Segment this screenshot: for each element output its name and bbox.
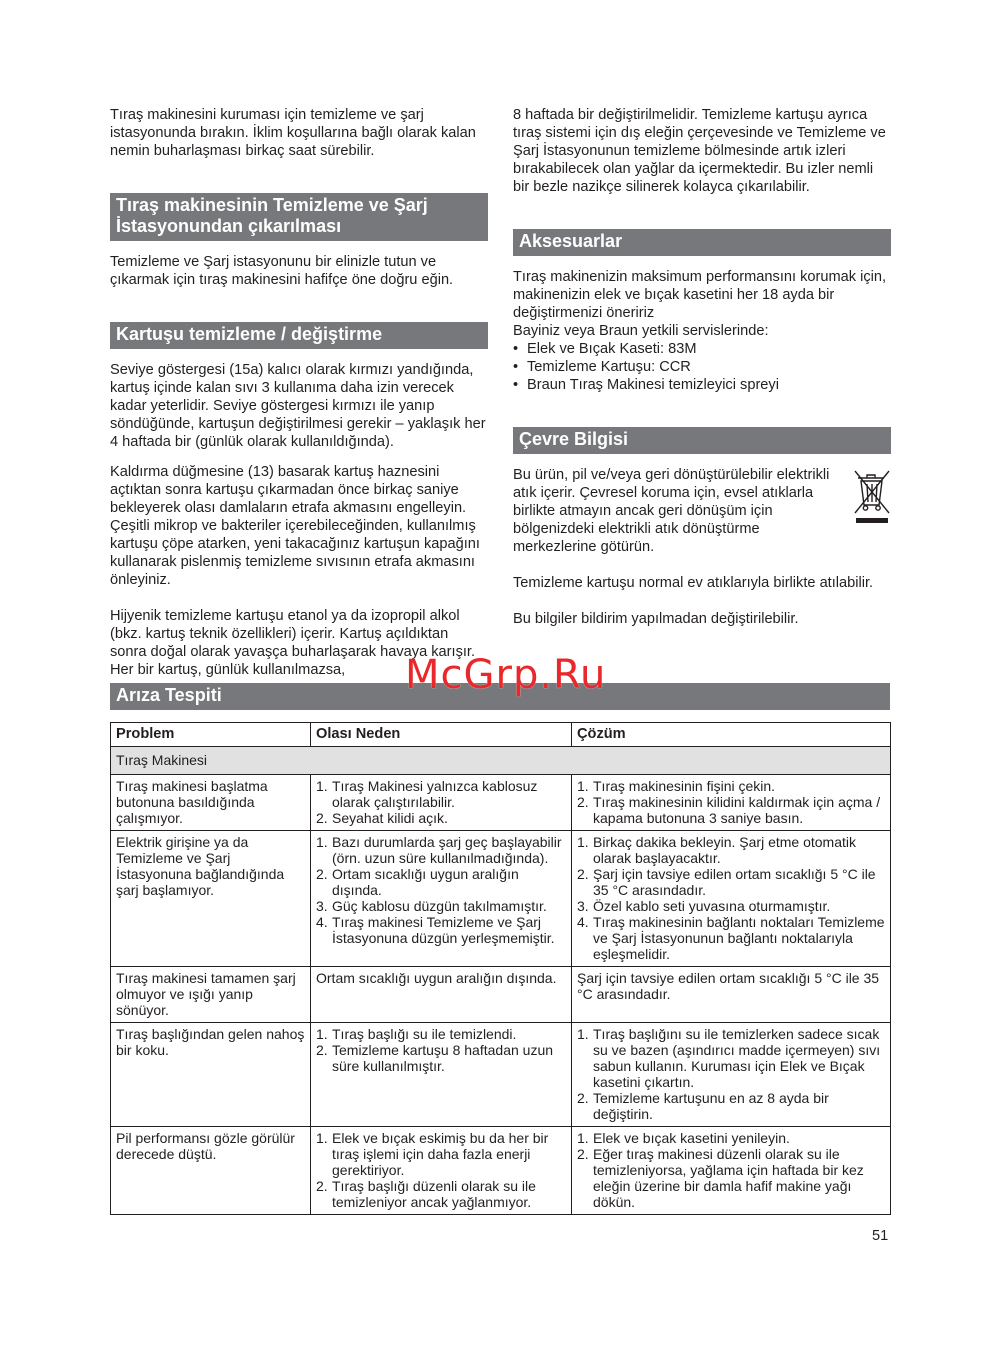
table-row	[111, 1023, 891, 1127]
list-item: 1. Tıraş Makinesi yalnızca kablosuz olarak çalıştırılabilir.	[316, 778, 538, 810]
solution-cell	[572, 831, 891, 967]
section-label: Tıraş Makinesi	[111, 747, 891, 775]
notice-paragraph: Bu bilgiler bildirim yapılmadan değiştirilebilir.	[513, 611, 799, 627]
intro-paragraph: Tıraş makinesini kuruması için temizleme ve şarj istasyonunda bırakın. İklim koşullarına bağlı olarak kalan nemin buharlaşması birkaç saat sürebilir.	[110, 107, 476, 159]
table-header-row	[111, 723, 891, 747]
list-item: 1. Birkaç dakika bekleyin. Şarj etme otomatik olarak başlayacaktır.	[577, 834, 856, 866]
list-item: 3. Özel kablo seti yuvasına oturmamıştır.	[577, 898, 831, 914]
cartridge-heading: Kartuşu temizleme / değiştirme	[110, 322, 488, 349]
solution-cell	[572, 775, 891, 831]
table-row	[111, 775, 891, 831]
list-item: 1. Tıraş başlığı su ile temizlendi.	[316, 1026, 517, 1042]
cause-cell: Ortam sıcaklığı uygun aralığın dışında.	[311, 967, 572, 1023]
solution-cell	[572, 1127, 891, 1215]
column-header-solution: Çözüm	[572, 723, 891, 747]
list-item: 1. Tıraş makinesinin fişini çekin.	[577, 778, 776, 794]
accessories-list	[513, 340, 891, 394]
removal-paragraph: Temizleme ve Şarj istasyonunu bir elinizle tutun ve çıkarmak için tıraş makinesini hafifçe öne doğru eğin.	[110, 254, 454, 288]
list-item: 1. Elek ve bıçak kasetini yenileyin.	[577, 1130, 790, 1146]
removal-heading: Tıraş makinesinin Temizleme ve Şarj İstasyonundan çıkarılması	[110, 193, 488, 241]
list-item: 2. Temizleme kartuşu 8 haftadan uzun süre kullanılmıştır.	[316, 1042, 554, 1074]
crossed-out-wheelie-bin-icon	[853, 469, 891, 525]
section-row	[111, 747, 891, 775]
list-item: 2. Tıraş başlığı düzenli olarak su ile temizleniyor ancak yağlanmıyor.	[316, 1178, 536, 1210]
troubleshooting-heading: Arıza Tespiti	[110, 683, 890, 710]
environment-heading: Çevre Bilgisi	[513, 427, 891, 454]
list-item: • Elek ve Bıçak Kaseti: 83M	[513, 340, 891, 358]
column-header-problem: Problem	[111, 723, 311, 747]
list-item: 2. Tıraş makinesinin kilidini kaldırmak için açma / kapama butonuna 3 saniye basın.	[577, 794, 881, 826]
column-header-cause: Olası Neden	[311, 723, 572, 747]
table-row	[111, 831, 891, 967]
cause-cell	[311, 1127, 572, 1215]
list-item: 2. Ortam sıcaklığı uygun aralığın dışında.	[316, 866, 519, 898]
list-item: • Temizleme Kartuşu: CCR	[513, 358, 891, 376]
environment-paragraph: Bu ürün, pil ve/veya geri dönüştürülebilir elektrikli atık içerir. Çevresel koruma için, evsel atıklarla birlikte atmayın ancak geri dönüşüm için bölgenizdeki elektrikli atık dönüştürme merkezlerine götürün.	[513, 467, 830, 555]
cause-cell	[311, 775, 572, 831]
right-column	[513, 106, 891, 628]
list-item: 4. Tıraş makinesinin bağlantı noktaları Temizleme ve Şarj İstasyonunun bağlantı noktalarıyla eşleşmelidir.	[577, 914, 885, 962]
list-item: • Braun Tıraş Makinesi temizleyici spreyi	[513, 376, 891, 394]
list-item: 3. Güç kablosu düzgün takılmamıştır.	[316, 898, 547, 914]
accessories-paragraph: Tıraş makinenizin maksimum performansını korumak için, makinenizin elek ve bıçak kasetini her 18 ayda bir değiştirmenizi öneririz	[513, 269, 887, 321]
cartridge-paragraph-1: Seviye göstergesi (15a) kalıcı olarak kırmızı yandığında, kartuş içinde kalan sıvı 3 kullanıma daha izin verecek kadar yeterlidir. Seviye göstergesi kırmızı ile yanıp söndüğünde, kartuşun değiştirilmesi gerekir – yaklaşık her 4 haftada bir (günlük olarak kullanıldığında).	[110, 362, 486, 450]
solution-cell: Şarj için tavsiye edilen ortam sıcaklığı 5 °C ile 35 °C arasındadır.	[572, 967, 891, 1023]
problem-cell: Tıraş makinesi başlatma butonuna basıldığında çalışmıyor.	[111, 775, 311, 831]
cartridge-continued-paragraph: 8 haftada bir değiştirilmelidir. Temizleme kartuşu ayrıca tıraş sistemi için dış eleğin çerçevesinde ve Temizleme ve Şarj İstasyonunun temizleme bölmesinde artık izleri bırakabilecek olan yağlar da içermektedir. Bu izler nemli bir bezle nazikçe silinerek kolayca çıkarılabilir.	[513, 107, 886, 195]
cause-cell	[311, 1023, 572, 1127]
cartridge-paragraph-2: Kaldırma düğmesine (13) basarak kartuş haznesini açtıktan sonra kartuşu çıkarmadan önce birkaç saniye bekleyerek olası damlaların etrafa akmasını engelleyin. Çeşitli mikrop ve bakteriler içerebileceğinden, kullanılmış kartuşu çöpe atarken, yeni takacağınız kartuşun kapağını kullanarak pislenmiş temizleme sıvısının etrafa akmasını önleyiniz.	[110, 464, 480, 588]
list-item: 1. Elek ve bıçak eskimiş bu da her bir tıraş işlemi için daha fazla enerji gerektiriyor.	[316, 1130, 549, 1178]
accessories-intro: Bayiniz veya Braun yetkili servislerinde:	[513, 323, 769, 339]
list-item: 1. Bazı durumlarda şarj geç başlayabilir (örn. uzun süre kullanılmadığında).	[316, 834, 562, 866]
cartridge-paragraph-3: Hijyenik temizleme kartuşu etanol ya da izopropil alkol (bkz. kartuş teknik özellikleri) içerir. Kartuş açıldıktan sonra doğal olarak yavaşça buharlaşarak havaya karışır. Her bir kartuş, günlük kullanılmazsa,	[110, 608, 476, 678]
problem-cell: Tıraş makinesi tamamen şarj olmuyor ve ışığı yanıp sönüyor.	[111, 967, 311, 1023]
watermark-text: McGrp.Ru	[405, 652, 607, 698]
list-item: 2. Seyahat kilidi açık.	[316, 810, 448, 826]
list-item: 2. Eğer tıraş makinesi düzenli olarak su ile temizleniyorsa, yağlama için haftada bir kez eleğin üzerine bir damla hafif makine yağı dökün.	[577, 1146, 864, 1210]
list-item: 1. Tıraş başlığını su ile temizlerken sadece sıcak su ve bazen (aşındırıcı madde içermeyen) sıvı sabun kullanın. Kuruması için Elek ve Bıçak kasetini çıkartın.	[577, 1026, 881, 1090]
problem-cell: Pil performansı gözle görülür derecede düştü.	[111, 1127, 311, 1215]
solution-cell	[572, 1023, 891, 1127]
table-row	[111, 967, 891, 1023]
list-item: 2. Şarj için tavsiye edilen ortam sıcaklığı 5 °C ile 35 °C arasındadır.	[577, 866, 876, 898]
cause-cell	[311, 831, 572, 967]
problem-cell: Tıraş başlığından gelen nahoş bir koku.	[111, 1023, 311, 1127]
list-item: 2. Temizleme kartuşunu en az 8 ayda bir değiştirin.	[577, 1090, 829, 1122]
table-row	[111, 1127, 891, 1215]
page-number: 51	[872, 1228, 889, 1244]
problem-cell: Elektrik girişine ya da Temizleme ve Şarj İstasyonuna bağlandığında şarj başlamıyor.	[111, 831, 311, 967]
left-column	[110, 106, 488, 679]
accessories-heading: Aksesuarlar	[513, 229, 891, 256]
troubleshooting-table	[110, 722, 891, 1215]
environment-paragraph-2: Temizleme kartuşu normal ev atıklarıyla birlikte atılabilir.	[513, 575, 874, 591]
environment-block	[513, 466, 891, 556]
list-item: 4. Tıraş makinesi Temizleme ve Şarj İstasyonuna düzgün yerleşmemiştir.	[316, 914, 555, 946]
